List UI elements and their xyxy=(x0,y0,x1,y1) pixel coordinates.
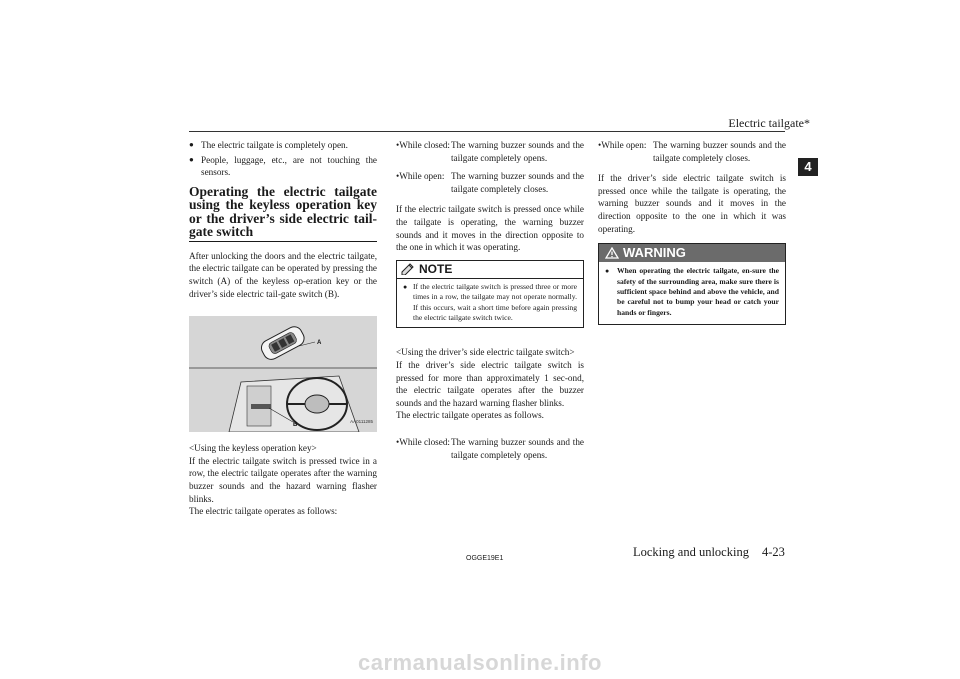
intro-paragraph: After unlocking the doors and the electric tailgate, the electric tailgate can be operated by pressing the switch (A) of the keyless op-eration key or the driver’s side electric tail-gate switch (B). xyxy=(189,250,377,299)
footer-code: OGGE19E1 xyxy=(466,555,504,562)
warning-title: WARNING xyxy=(623,244,686,260)
bullet-item xyxy=(189,139,377,152)
bullet-item xyxy=(189,154,377,179)
paragraph: The electric tailgate operates as follows. xyxy=(396,410,544,421)
bullet-dot-icon: ● xyxy=(189,140,194,149)
paragraph: The electric tailgate operates as follows: xyxy=(189,506,338,517)
paragraph: If the electric tailgate switch is pressed twice in a row, the electric tailgate operates after the warning buzzer sounds and the hazard warning flasher blinks. xyxy=(189,455,377,504)
note-text: If the electric tailgate switch is pressed three or more times in a row, the tailgate may not operate normally. If this occurs, wait a short time before again pressing the electric tailgate switch twice. xyxy=(413,281,577,322)
bullet-text: People, luggage, etc., are not touching the sensors. xyxy=(201,154,377,178)
watermark: carmanualsonline.info xyxy=(358,650,602,675)
mode-description: The warning buzzer sounds and the tailgate completely closes. xyxy=(451,171,584,194)
label-b: B xyxy=(293,422,298,429)
bullet-dot-icon: ● xyxy=(605,267,610,276)
header-rule xyxy=(189,131,785,132)
mode-description: The warning buzzer sounds and the tailgate completely closes. xyxy=(653,140,786,163)
note-pencil-icon xyxy=(401,263,415,275)
note-title: NOTE xyxy=(419,261,453,276)
paragraph: If the driver’s side electric tailgate switch is pressed for more than approximately 1 sec-ond, the electric tailgate operates after the buzzer sounds and the hazard warning flasher blinks. xyxy=(396,359,584,408)
chapter-tab: 4 xyxy=(798,158,818,176)
note-header xyxy=(397,261,583,279)
mode-label: •While open: xyxy=(396,171,445,182)
mode-description: The warning buzzer sounds and the tailgate completely opens. xyxy=(451,436,584,460)
mode-description: The warning buzzer sounds and the tailgate completely opens. xyxy=(451,140,584,163)
illustration-svg xyxy=(189,316,377,432)
note-box xyxy=(396,260,584,329)
page-header-title: Electric tailgate* xyxy=(728,116,810,130)
section-heading: Operating the electric tailgate using the keyless operation key or the driver’s side electric tail-gate switch xyxy=(189,185,377,242)
page-number: 4-23 xyxy=(762,545,785,559)
mode-label: •While closed: xyxy=(396,436,450,447)
paragraph: If the electric tailgate switch is pressed once while the tailgate is operating, the warning buzzer sounds and it moves in the direction opposite to the one in which it was operating. xyxy=(396,204,584,253)
mode-label: •While closed: xyxy=(396,140,450,150)
column-1 xyxy=(189,139,377,518)
bullet-dot-icon: ● xyxy=(189,154,194,164)
column-2 xyxy=(396,139,584,461)
mode-label: •While open: xyxy=(598,140,647,150)
subheading-driver-switch: <Using the driver’s side electric tailgate switch> xyxy=(396,347,575,358)
subheading-keyless: <Using the keyless operation key> xyxy=(189,443,317,454)
bullet-text: The electric tailgate is completely open. xyxy=(201,140,348,150)
warning-triangle-icon xyxy=(605,247,619,259)
warning-box xyxy=(598,243,786,325)
note-body xyxy=(397,279,583,324)
mode-item xyxy=(598,139,786,164)
warning-text: When operating the electric tailgate, en-sure the safety of the surrounding area, make sure there is sufficient space behind and above the vehicle, and be careful not to bump your head or catch your hands or fingers. xyxy=(617,266,779,317)
column-3 xyxy=(598,139,786,325)
bullet-dot-icon: ● xyxy=(403,282,408,291)
keyless-key-illustration xyxy=(189,316,377,432)
footer-section-title: Locking and unlocking xyxy=(633,545,749,559)
mode-item xyxy=(396,436,584,461)
warning-header xyxy=(599,244,785,262)
paragraph: If the driver’s side electric tailgate switch is pressed once while the tailgate is operating, the warning buzzer sounds and it moves in the direction opposite to the one in which it was operating. xyxy=(598,173,786,234)
label-a: A xyxy=(317,340,322,347)
mode-item xyxy=(396,139,584,164)
mode-item xyxy=(396,170,584,195)
warning-body xyxy=(599,262,785,324)
figure-code: AA0111285 xyxy=(350,418,373,424)
